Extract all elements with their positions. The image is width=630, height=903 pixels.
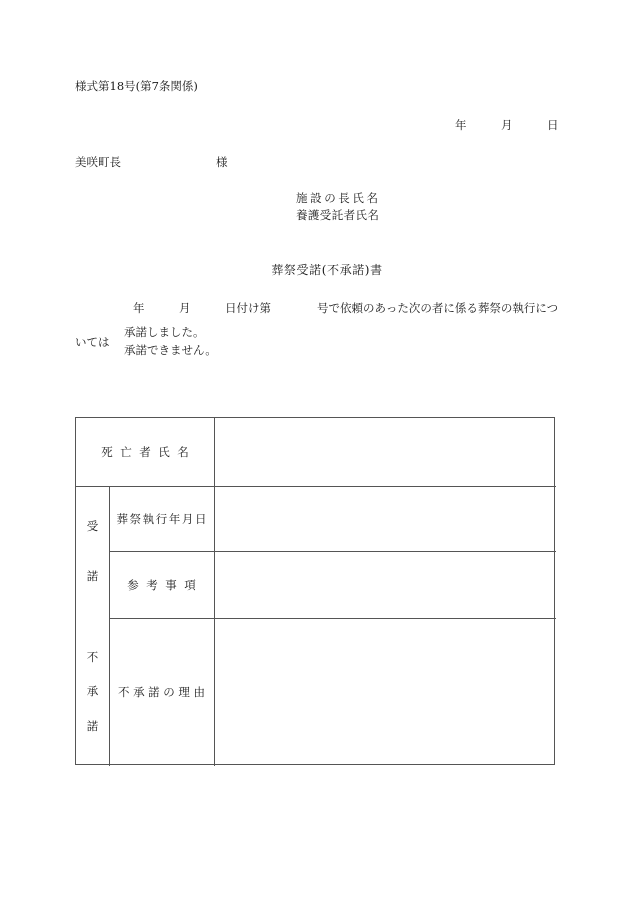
form-number: 様式第18号(第7条関係) <box>75 79 198 93</box>
signer-guardian-entrustee: 養護受託者氏名 <box>296 208 380 222</box>
header-date-line: 年 月 日 <box>455 118 559 132</box>
entry-rejection-reason[interactable] <box>215 619 556 766</box>
group-label-rejection-char-2: 承 <box>86 684 99 699</box>
body-paragraph-line1: 年 月 日付け第 号で依頼のあった次の者に係る葬祭の執行につ <box>133 301 559 315</box>
group-label-rejection-char-1: 不 <box>86 649 99 664</box>
entry-execution-date[interactable] <box>215 487 556 551</box>
group-label-rejection <box>76 618 109 766</box>
body-paragraph-line2-prefix: いては <box>75 335 110 349</box>
consent-option-list <box>124 324 217 359</box>
page-title-text: 葬祭受諾(不承諾)書 <box>271 263 383 277</box>
signer-block <box>296 190 381 224</box>
page-title <box>0 261 630 278</box>
label-execution-date: 葬祭執行年月日 <box>116 511 209 526</box>
consent-option-reject: 承諾できません。 <box>124 342 217 357</box>
consent-option-accept: 承諾しました。 <box>124 325 205 339</box>
addressee-honorific: 様 <box>216 155 228 169</box>
form-table <box>75 417 555 765</box>
entry-remarks[interactable] <box>215 552 556 618</box>
label-rejection-reason: 不承諾の理由 <box>117 685 209 699</box>
label-deceased-name: 死亡者氏名 <box>101 445 197 459</box>
group-label-acceptance-char-2: 諾 <box>86 569 99 584</box>
signer-facility-head: 施設の長氏名 <box>296 191 381 205</box>
label-remarks: 参考事項 <box>127 577 204 592</box>
addressee-name: 美咲町長 <box>75 155 121 169</box>
group-label-acceptance-char-1: 受 <box>86 519 99 534</box>
group-label-acceptance <box>76 486 109 618</box>
entry-deceased-name[interactable] <box>215 418 556 486</box>
group-label-rejection-char-3: 諾 <box>86 718 99 733</box>
